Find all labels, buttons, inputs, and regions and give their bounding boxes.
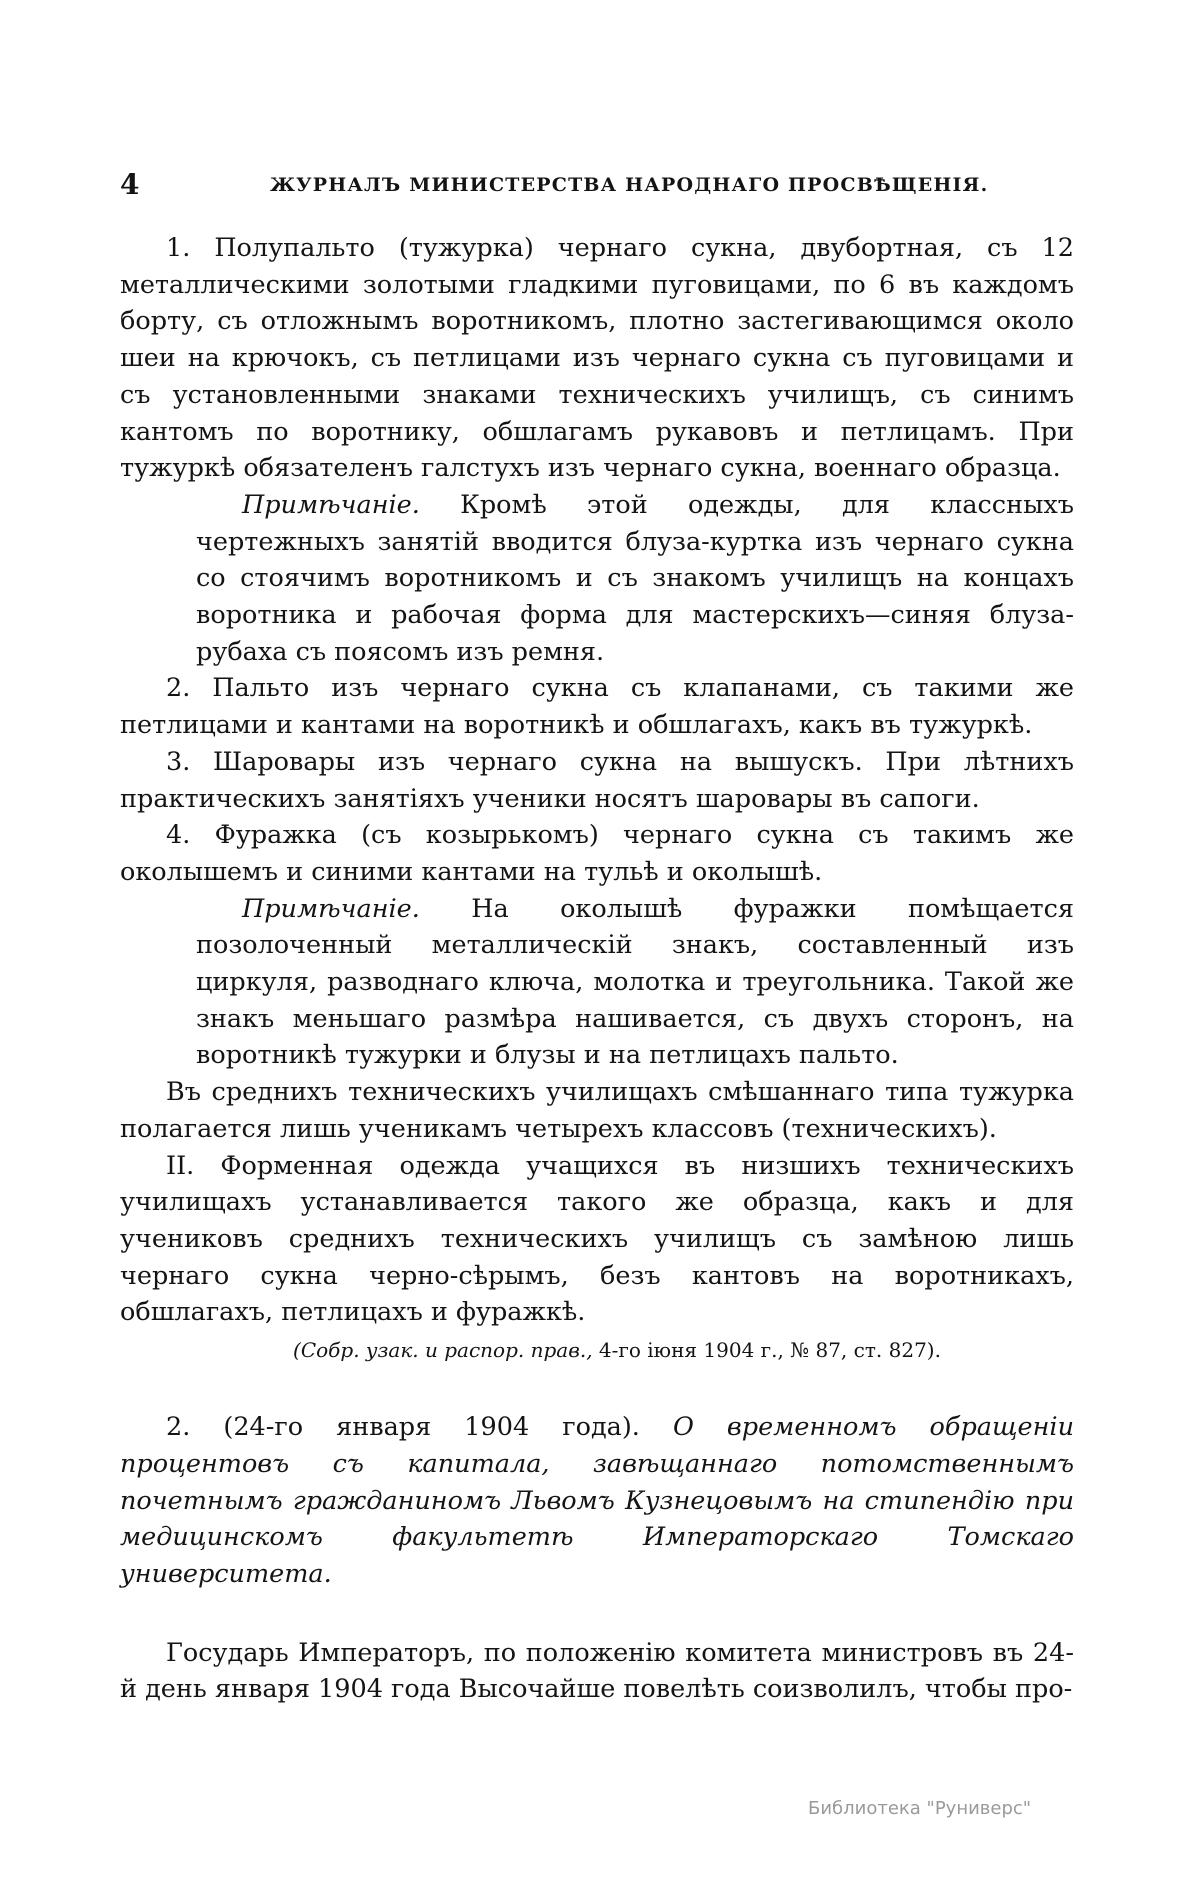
paragraph-item-3: 3. Шаровары изъ чернаго сукна на вышускъ. При лѣтнихъ практическихъ занятіяхъ ученики носятъ шаровары въ сапоги. [120,746,1074,814]
section-2-title: О временномъ обращеніи процентовъ съ капитала, завѣщаннаго потомственнымъ почетнымъ гражданиномъ Львомъ Кузнецовымъ на стипендію при медицинскомъ факультетѣ Императорскаго Томскаго университета. [120,1412,1074,1589]
paragraph-item-1: 1. Полупальто (тужурка) чернаго сукна, двубортная, съ 12 металлическими золотыми гладкими пуговицами, по 6 въ каждомъ борту, съ отложнымъ воротникомъ, плотно застегивающимся около шеи на крючокъ, съ петлицами изъ чернаго сукна съ пуговицами и съ установленными знаками техническихъ училищъ, съ синимъ кантомъ по воротнику, обшлагамъ рукавовъ и петлицамъ. При тужуркѣ обязателенъ галстухъ изъ чернаго сукна, военнаго образца. [120,233,1074,484]
running-head: ЖУРНАЛЪ МИНИСТЕРСТВА НАРОДНАГО ПРОСВѢЩЕНІЯ. [270,174,989,196]
page-number: 4 [120,168,140,201]
page-header [120,168,1074,212]
paragraph-decree: Государь Императоръ, по положенію комитета министровъ въ 24-й день января 1904 года Высочайше повелѣть соизволилъ, чтобы про- [120,1637,1074,1705]
paragraph-item-4: 4. Фуражка (съ козырькомъ) чернаго сукна съ такимъ же околышемъ и синими кантами на тульѣ и околышѣ. [120,820,1074,887]
library-watermark: Библиотека "Руниверс" [808,1798,1032,1819]
note-1 [196,487,1074,671]
note-1-text: Кромѣ этой одежды, для классныхъ чертежныхъ занятій вводится блуза-куртка изъ чернаго сукна со стоячимъ воротникомъ и съ знакомъ училищъ на концахъ воротника и рабочая форма для мастерскихъ—синяя блуза-рубаха съ поясомъ изъ ремня. [196,489,1074,667]
citation-source: (Собр. узак. и распор. прав., [293,1338,593,1363]
spacer [120,1365,1074,1409]
spacer [120,1593,1074,1635]
citation-detail: 4-го іюня 1904 г., № 87, ст. 827). [592,1338,941,1363]
note-2-label: Примѣчаніе. [242,893,420,924]
citation [160,1335,1074,1365]
paragraph-section-ii: II. Форменная одежда учащихся въ низшихъ техническихъ училищахъ устанавливается такого же образца, какъ и для учениковъ среднихъ техническихъ училищъ съ замѣною лишь чернаго сукна черно-сѣрымъ, безъ кантовъ на воротникахъ, обшлагахъ, петлицахъ и фуражкѣ. [120,1150,1074,1328]
section-2-number: 2. (24-го января 1904 года). [166,1412,640,1443]
paragraph-mixed-type: Въ среднихъ техническихъ училищахъ смѣшаннаго типа тужурка полагается лишь ученикамъ четырехъ классовъ (техническихъ). [120,1077,1074,1144]
section-2-heading [120,1409,1074,1593]
note-1-label: Примѣчаніе. [242,489,420,520]
note-2-text: На околышѣ фуражки помѣщается позолоченный металлическій знакъ, составленный изъ циркуля, разводнаго ключа, молотка и треугольника. Такой же знакъ меньшаго размѣра нашивается, съ двухъ сторонъ, на воротникѣ тужурки и блузы и на петлицахъ пальто. [196,893,1074,1071]
paragraph-item-2: 2. Пальто изъ чернаго сукна съ клапанами, съ такими же петлицами и кантами на воротникѣ и обшлагахъ, какъ въ тужуркѣ. [120,673,1074,741]
note-2 [196,891,1074,1075]
page-body [120,168,1074,1708]
